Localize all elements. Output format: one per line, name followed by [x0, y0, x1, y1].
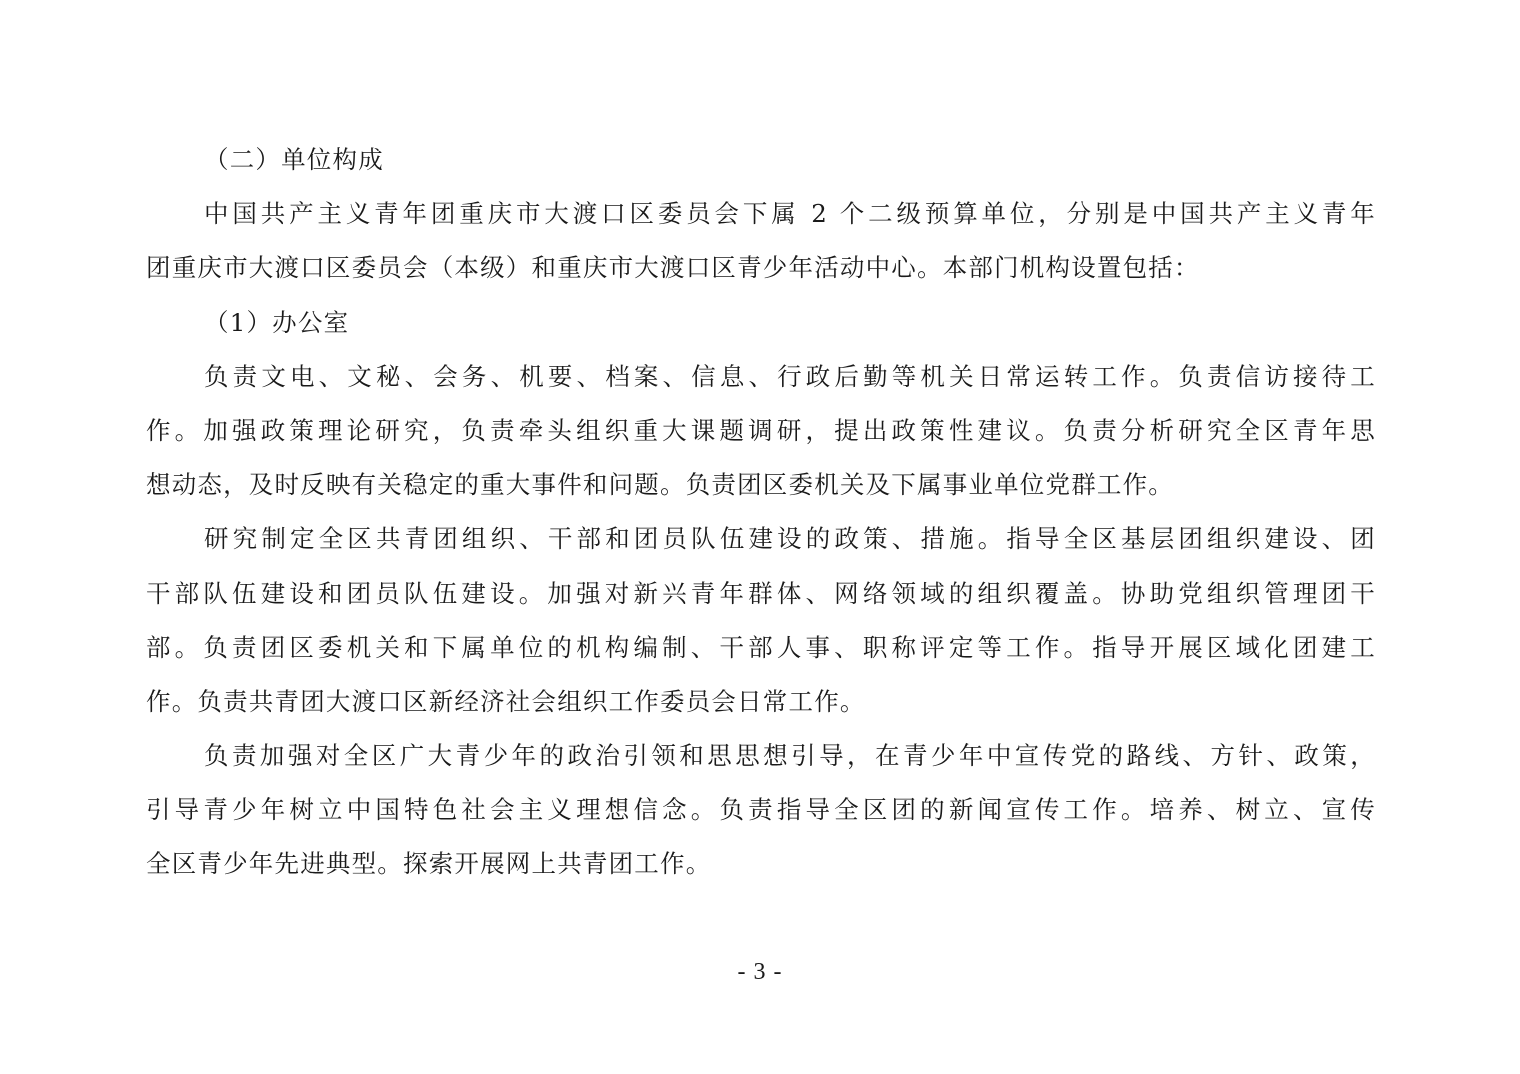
- paragraph-line: 全区青少年先进典型。探索开展网上共青团工作。: [146, 849, 712, 879]
- section-heading: （二）单位构成: [204, 145, 384, 174]
- paragraph-line: 中国共产主义青年团重庆市大渡口区委员会下属 2 个二级预算单位，分别是中国共产主义青年: [204, 199, 1376, 229]
- page-number: - 3 -: [737, 959, 783, 985]
- subheading-office: （1）办公室: [204, 307, 350, 337]
- paragraph-line: 干部队伍建设和团员队伍建设。加强对新兴青年群体、网络领域的组织覆盖。协助党组织管理团干: [146, 578, 1376, 608]
- document-body: [146, 133, 1376, 892]
- paragraph-line: 作。加强政策理论研究，负责牵头组织重大课题调研，提出政策性建议。负责分析研究全区青年思: [146, 415, 1376, 445]
- paragraph-publicity-duties: [146, 729, 1376, 892]
- paragraph-line: 负责加强对全区广大青少年的政治引领和思思想引导，在青少年中宣传党的路线、方针、政策，: [204, 741, 1376, 771]
- paragraph-line: 想动态，及时反映有关稳定的重大事件和问题。负责团区委机关及下属事业单位党群工作。: [146, 470, 1174, 500]
- paragraph-line: 部。负责团区委机关和下属单位的机构编制、干部人事、职称评定等工作。指导开展区域化团建工: [146, 632, 1376, 662]
- paragraph-line: 作。负责共青团大渡口区新经济社会组织工作委员会日常工作。: [146, 686, 866, 716]
- paragraph-line: 团重庆市大渡口区委员会（本级）和重庆市大渡口区青少年活动中心。本部门机构设置包括：: [146, 253, 1200, 283]
- paragraph-line: 引导青少年树立中国特色社会主义理想信念。负责指导全区团的新闻宣传工作。培养、树立、宣传: [146, 795, 1376, 825]
- paragraph-office-duties: [146, 350, 1376, 513]
- paragraph-line: 研究制定全区共青团组织、干部和团员队伍建设的政策、措施。指导全区基层团组织建设、团: [204, 524, 1376, 554]
- paragraph-line: 负责文电、文秘、会务、机要、档案、信息、行政后勤等机关日常运转工作。负责信访接待工: [204, 361, 1376, 391]
- paragraph-unit-composition: [146, 187, 1376, 295]
- paragraph-organization-duties: [146, 512, 1376, 729]
